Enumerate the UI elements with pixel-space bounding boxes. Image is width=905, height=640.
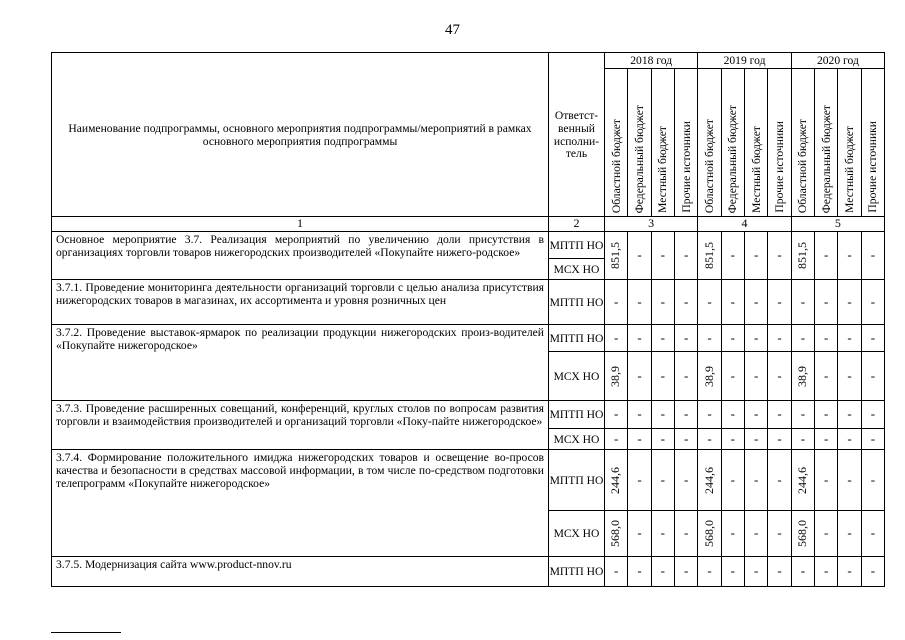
empty-cell: - bbox=[651, 557, 674, 587]
amount-cell bbox=[698, 352, 721, 401]
row-description: 3.7.1. Проведение мониторинга деятельности организаций торговли с целью анализа присутствия нижегородских товаров в магазинах, их ассортимента и уровня розничных цен bbox=[52, 280, 549, 325]
header-source bbox=[768, 69, 791, 217]
empty-cell: - bbox=[605, 325, 628, 352]
header-year-2019: 2019 год bbox=[698, 53, 791, 69]
responsible-cell: МПТП НО bbox=[549, 450, 605, 511]
row-description: 3.7.4. Формирование положительного имиджа нижегородских товаров и освещение во-просов качества и безопасности в средствах массовой информации, в том числе по-средством подготовки телепрограмм «Покупайте нижегородское» bbox=[52, 450, 549, 557]
empty-cell: - bbox=[628, 401, 651, 429]
empty-cell: - bbox=[768, 352, 791, 401]
header-source bbox=[698, 69, 721, 217]
empty-cell: - bbox=[861, 511, 884, 557]
column-number-row bbox=[52, 217, 885, 232]
empty-cell: - bbox=[861, 429, 884, 450]
empty-cell: - bbox=[628, 429, 651, 450]
empty-cell: - bbox=[838, 557, 861, 587]
empty-cell: - bbox=[838, 450, 861, 511]
responsible-cell: МСХ НО bbox=[549, 352, 605, 401]
empty-cell: - bbox=[651, 352, 674, 401]
amount-cell bbox=[698, 511, 721, 557]
table-row bbox=[52, 232, 885, 259]
empty-cell: - bbox=[815, 352, 838, 401]
header-source-label: Местный бюджет bbox=[843, 126, 857, 213]
header-source bbox=[838, 69, 861, 217]
empty-cell: - bbox=[721, 280, 744, 325]
empty-cell: - bbox=[721, 450, 744, 511]
empty-cell: - bbox=[721, 401, 744, 429]
empty-cell: - bbox=[745, 232, 768, 280]
table-row bbox=[52, 557, 885, 587]
empty-cell: - bbox=[698, 280, 721, 325]
empty-cell: - bbox=[651, 232, 674, 280]
table-body bbox=[52, 53, 885, 587]
amount-value: 244,6 bbox=[795, 466, 810, 494]
empty-cell: - bbox=[745, 280, 768, 325]
empty-cell: - bbox=[768, 325, 791, 352]
responsible-cell: МПТП НО bbox=[549, 232, 605, 259]
empty-cell: - bbox=[674, 511, 697, 557]
amount-value: 851,5 bbox=[701, 242, 716, 269]
empty-cell: - bbox=[628, 232, 651, 280]
header-source bbox=[605, 69, 628, 217]
column-number: 1 bbox=[52, 217, 549, 232]
empty-cell: - bbox=[791, 557, 814, 587]
empty-cell: - bbox=[791, 325, 814, 352]
header-responsible-line: Ответст- bbox=[554, 108, 599, 122]
empty-cell: - bbox=[838, 280, 861, 325]
empty-cell: - bbox=[628, 557, 651, 587]
empty-cell: - bbox=[815, 450, 838, 511]
header-responsible-line: исполни- bbox=[553, 134, 600, 148]
amount-value: 38,9 bbox=[608, 365, 623, 387]
empty-cell: - bbox=[628, 352, 651, 401]
empty-cell: - bbox=[745, 401, 768, 429]
empty-cell: - bbox=[815, 280, 838, 325]
empty-cell: - bbox=[698, 557, 721, 587]
responsible-cell: МСХ НО bbox=[549, 511, 605, 557]
amount-value: 38,9 bbox=[795, 365, 810, 387]
amount-value: 568,0 bbox=[701, 520, 716, 547]
empty-cell: - bbox=[721, 325, 744, 352]
empty-cell: - bbox=[768, 429, 791, 450]
header-source bbox=[651, 69, 674, 217]
responsible-cell: МПТП НО bbox=[549, 280, 605, 325]
empty-cell: - bbox=[721, 352, 744, 401]
header-source-label: Областной бюджет bbox=[796, 118, 810, 213]
empty-cell: - bbox=[838, 429, 861, 450]
empty-cell: - bbox=[791, 280, 814, 325]
amount-value: 851,5 bbox=[795, 242, 810, 269]
column-number: 2 bbox=[549, 217, 605, 232]
table-row bbox=[52, 325, 885, 352]
empty-cell: - bbox=[861, 280, 884, 325]
header-source-label: Прочие источники bbox=[679, 121, 693, 213]
responsible-cell: МПТП НО bbox=[549, 557, 605, 587]
empty-cell: - bbox=[674, 232, 697, 280]
header-name: Наименование подпрограммы, основного мероприятия подпрограммы/мероприятий в рамках основного мероприятия подпрограммы bbox=[52, 53, 549, 217]
empty-cell: - bbox=[768, 401, 791, 429]
row-description: 3.7.3. Проведение расширенных совещаний, конференций, круглых столов по вопросам развития торговли и взаимодействия производителей и организаций торговли «Поку-пайте нижегородское» bbox=[52, 401, 549, 450]
empty-cell: - bbox=[628, 280, 651, 325]
amount-cell bbox=[605, 232, 628, 280]
empty-cell: - bbox=[838, 325, 861, 352]
empty-cell: - bbox=[861, 401, 884, 429]
amount-cell bbox=[791, 352, 814, 401]
empty-cell: - bbox=[674, 401, 697, 429]
empty-cell: - bbox=[768, 280, 791, 325]
table-row bbox=[52, 280, 885, 325]
row-description: Основное мероприятие 3.7. Реализация мероприятий по увеличению доли присутствия в организациях торговли товаров нижегородских производителей «Покупайте нижего-родское» bbox=[52, 232, 549, 280]
empty-cell: - bbox=[698, 429, 721, 450]
header-responsible-line: венный bbox=[558, 121, 595, 135]
header-responsible-line: тель bbox=[565, 147, 588, 161]
responsible-cell: МСХ НО bbox=[549, 259, 605, 280]
row-description: 3.7.5. Модернизация сайта www.product-nnov.ru bbox=[52, 557, 549, 587]
empty-cell: - bbox=[838, 232, 861, 280]
empty-cell: - bbox=[745, 557, 768, 587]
empty-cell: - bbox=[605, 429, 628, 450]
header-source bbox=[791, 69, 814, 217]
empty-cell: - bbox=[768, 450, 791, 511]
table-row bbox=[52, 401, 885, 429]
amount-cell bbox=[791, 450, 814, 511]
header-source-label: Прочие источники bbox=[866, 121, 880, 213]
header-year-2018: 2018 год bbox=[605, 53, 698, 69]
header-source bbox=[674, 69, 697, 217]
header-source bbox=[861, 69, 884, 217]
empty-cell: - bbox=[651, 450, 674, 511]
empty-cell: - bbox=[861, 325, 884, 352]
amount-value: 851,5 bbox=[608, 242, 623, 269]
empty-cell: - bbox=[861, 232, 884, 280]
column-number: 3 bbox=[605, 217, 698, 232]
empty-cell: - bbox=[628, 450, 651, 511]
empty-cell: - bbox=[768, 511, 791, 557]
header-source-label: Федеральный бюджет bbox=[633, 104, 646, 213]
amount-value: 244,6 bbox=[608, 466, 623, 494]
header-responsible bbox=[549, 53, 605, 217]
empty-cell: - bbox=[674, 429, 697, 450]
amount-value: 244,6 bbox=[701, 466, 716, 494]
column-number: 5 bbox=[791, 217, 884, 232]
header-source-label: Прочие источники bbox=[773, 121, 787, 213]
responsible-cell: МПТП НО bbox=[549, 325, 605, 352]
empty-cell: - bbox=[605, 280, 628, 325]
header-source bbox=[745, 69, 768, 217]
empty-cell: - bbox=[674, 557, 697, 587]
amount-cell bbox=[605, 450, 628, 511]
empty-cell: - bbox=[861, 352, 884, 401]
empty-cell: - bbox=[745, 450, 768, 511]
amount-cell bbox=[605, 352, 628, 401]
empty-cell: - bbox=[651, 401, 674, 429]
empty-cell: - bbox=[838, 352, 861, 401]
empty-cell: - bbox=[791, 429, 814, 450]
empty-cell: - bbox=[605, 557, 628, 587]
empty-cell: - bbox=[791, 401, 814, 429]
empty-cell: - bbox=[768, 557, 791, 587]
header-source bbox=[815, 69, 838, 217]
empty-cell: - bbox=[674, 450, 697, 511]
page-number: 47 bbox=[445, 22, 460, 38]
empty-cell: - bbox=[721, 557, 744, 587]
empty-cell: - bbox=[838, 511, 861, 557]
empty-cell: - bbox=[628, 511, 651, 557]
header-source-label: Областной бюджет bbox=[703, 118, 717, 213]
empty-cell: - bbox=[815, 401, 838, 429]
amount-value: 568,0 bbox=[795, 520, 810, 547]
header-source-label: Федеральный бюджет bbox=[819, 104, 833, 213]
empty-cell: - bbox=[651, 325, 674, 352]
empty-cell: - bbox=[651, 280, 674, 325]
row-description: 3.7.2. Проведение выставок-ярмарок по реализации продукции нижегородских произ-водителей «Покупайте нижегородское» bbox=[52, 325, 549, 401]
empty-cell: - bbox=[698, 325, 721, 352]
empty-cell: - bbox=[768, 232, 791, 280]
empty-cell: - bbox=[674, 325, 697, 352]
responsible-cell: МПТП НО bbox=[549, 401, 605, 429]
empty-cell: - bbox=[628, 325, 651, 352]
header-source bbox=[721, 69, 744, 217]
amount-cell bbox=[791, 232, 814, 280]
empty-cell: - bbox=[861, 557, 884, 587]
empty-cell: - bbox=[838, 401, 861, 429]
header-row-years bbox=[52, 53, 885, 69]
empty-cell: - bbox=[815, 511, 838, 557]
empty-cell: - bbox=[651, 511, 674, 557]
empty-cell: - bbox=[605, 401, 628, 429]
header-year-2020: 2020 год bbox=[791, 53, 884, 69]
empty-cell: - bbox=[745, 352, 768, 401]
header-source bbox=[628, 69, 651, 217]
amount-cell bbox=[698, 450, 721, 511]
amount-cell bbox=[605, 511, 628, 557]
program-table bbox=[51, 52, 885, 587]
amount-value: 38,9 bbox=[701, 365, 716, 387]
footnote-divider bbox=[51, 632, 121, 633]
empty-cell: - bbox=[815, 429, 838, 450]
empty-cell: - bbox=[721, 511, 744, 557]
empty-cell: - bbox=[651, 429, 674, 450]
empty-cell: - bbox=[815, 232, 838, 280]
empty-cell: - bbox=[815, 325, 838, 352]
empty-cell: - bbox=[815, 557, 838, 587]
empty-cell: - bbox=[861, 450, 884, 511]
empty-cell: - bbox=[674, 352, 697, 401]
header-source-label: Местный бюджет bbox=[749, 126, 763, 213]
amount-cell bbox=[791, 511, 814, 557]
empty-cell: - bbox=[745, 325, 768, 352]
table-row bbox=[52, 450, 885, 511]
column-number: 4 bbox=[698, 217, 791, 232]
empty-cell: - bbox=[698, 401, 721, 429]
responsible-cell: МСХ НО bbox=[549, 429, 605, 450]
empty-cell: - bbox=[674, 280, 697, 325]
amount-cell bbox=[698, 232, 721, 280]
header-source-label: Областной бюджет bbox=[609, 118, 623, 213]
header-source-label: Местный бюджет bbox=[656, 126, 670, 213]
empty-cell: - bbox=[745, 511, 768, 557]
empty-cell: - bbox=[721, 429, 744, 450]
empty-cell: - bbox=[721, 232, 744, 280]
header-source-label: Федеральный бюджет bbox=[726, 104, 740, 213]
empty-cell: - bbox=[745, 429, 768, 450]
amount-value: 568,0 bbox=[608, 520, 623, 547]
